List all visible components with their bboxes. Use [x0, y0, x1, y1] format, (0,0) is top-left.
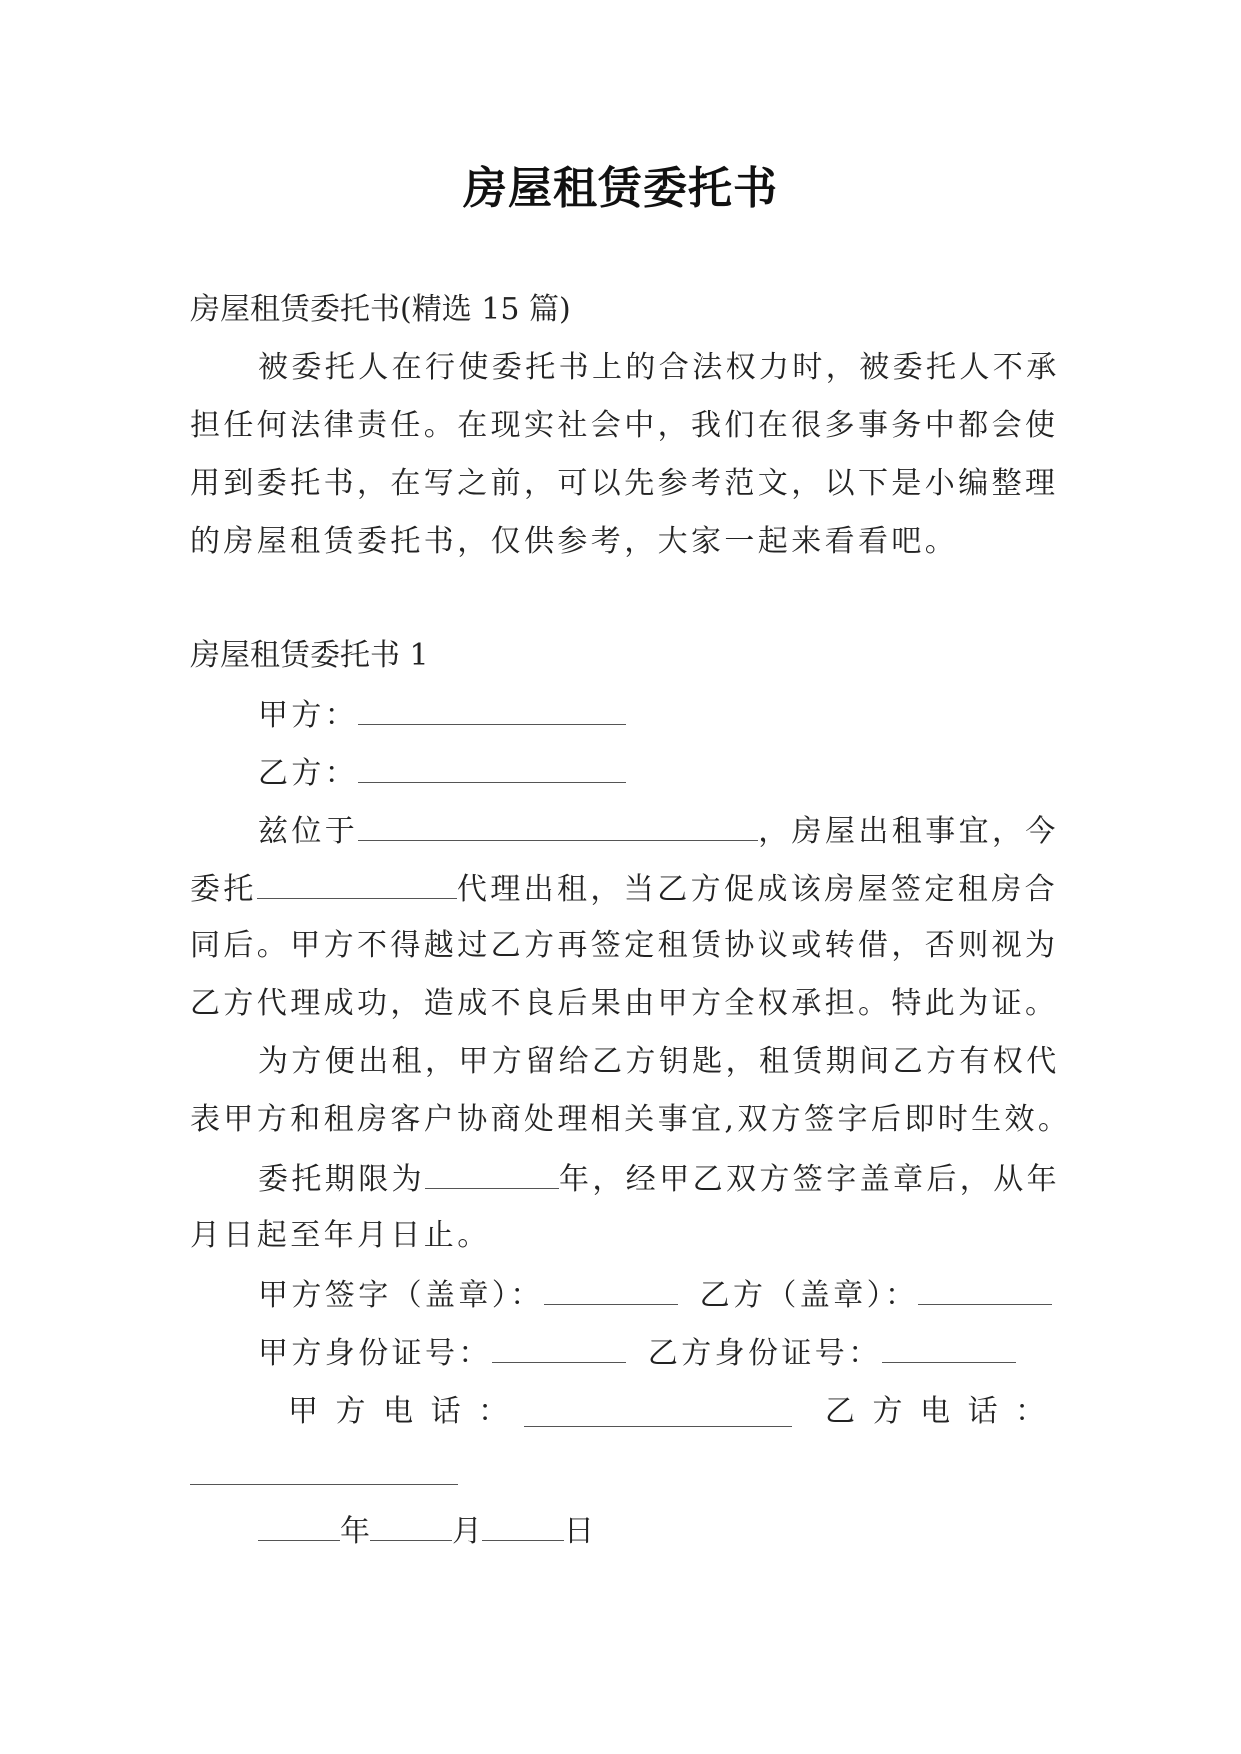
intro-line-1: 被委托人在行使委托书上的合法权力时，被委托人不承 — [258, 350, 1060, 385]
term-blank — [425, 1158, 559, 1189]
para1-line-1-a: 兹位于 — [258, 814, 359, 849]
para2-line-2: 表甲方和租房客户协商处理相关事宜,双方签字后即时生效。 — [190, 1102, 1072, 1137]
para1-line-4: 乙方代理成功，造成不良后果由甲方全权承担。特此为证。 — [190, 986, 1059, 1021]
intro-line-4: 的房屋租赁委托书，仅供参考，大家一起来看看吧。 — [190, 524, 959, 559]
document-subtitle: 房屋租赁委托书(精选 15 篇) — [190, 292, 571, 327]
phone-b-label: 乙 方 电 话 ： — [825, 1394, 1050, 1429]
para3-line-1-b: 年，经甲乙双方签字盖章后，从年 — [559, 1162, 1060, 1197]
party-b-row — [258, 752, 626, 794]
intro-line-2: 担任何法律责任。在现实社会中，我们在很多事务中都会使 — [190, 408, 1059, 443]
month-blank — [370, 1510, 452, 1541]
document-title: 房屋租赁委托书 — [463, 163, 778, 214]
party-b-blank — [358, 752, 626, 783]
para3-line-1 — [258, 1158, 1060, 1200]
year-label: 年 — [340, 1514, 370, 1549]
party-b-label: 乙方： — [258, 756, 359, 791]
id-row — [258, 1332, 1016, 1374]
month-label: 月 — [452, 1514, 482, 1549]
id-a-blank — [492, 1332, 626, 1363]
para2-line-1: 为方便出租，甲方留给乙方钥匙，租赁期间乙方有权代 — [258, 1044, 1060, 1079]
location-blank — [358, 810, 758, 841]
year-blank — [258, 1510, 340, 1541]
party-a-row — [258, 694, 626, 736]
intro-line-3: 用到委托书，在写之前，可以先参考范文，以下是小编整理 — [190, 466, 1059, 501]
para1-line-1-b: ，房屋出租事宜，今 — [758, 814, 1059, 849]
section-heading: 房屋租赁委托书 1 — [190, 638, 429, 673]
para1-line-2-a: 委托 — [190, 872, 257, 907]
day-label: 日 — [564, 1514, 594, 1549]
para1-line-1 — [258, 810, 1059, 852]
sign-a-blank — [544, 1274, 678, 1305]
day-blank — [482, 1510, 564, 1541]
id-b-label: 乙方身份证号： — [647, 1336, 882, 1371]
agent-blank — [257, 868, 457, 899]
sign-b-label: 乙方（盖章）： — [699, 1278, 919, 1313]
para1-line-2 — [190, 868, 1058, 910]
date-row — [258, 1510, 594, 1552]
para1-line-2-b: 代理出租，当乙方促成该房屋签定租房合 — [456, 872, 1059, 907]
id-b-blank — [882, 1332, 1016, 1363]
phone-a-blank — [524, 1396, 792, 1427]
phone-b-blank — [190, 1454, 458, 1485]
para3-line-1-a: 委托期限为 — [258, 1162, 425, 1197]
signature-row — [258, 1274, 1052, 1316]
party-a-blank — [358, 694, 626, 725]
para1-line-3: 同后。甲方不得越过乙方再签定租赁协议或转借，否则视为 — [190, 928, 1059, 963]
sign-b-blank — [918, 1274, 1052, 1305]
party-a-label: 甲方： — [258, 698, 359, 733]
id-a-label: 甲方身份证号： — [258, 1336, 492, 1371]
para3-line-2: 月日起至年月日止。 — [190, 1218, 491, 1253]
phone-a-label: 甲 方 电 话 ： — [288, 1394, 513, 1429]
sign-a-label: 甲方签字（盖章）： — [258, 1278, 544, 1313]
